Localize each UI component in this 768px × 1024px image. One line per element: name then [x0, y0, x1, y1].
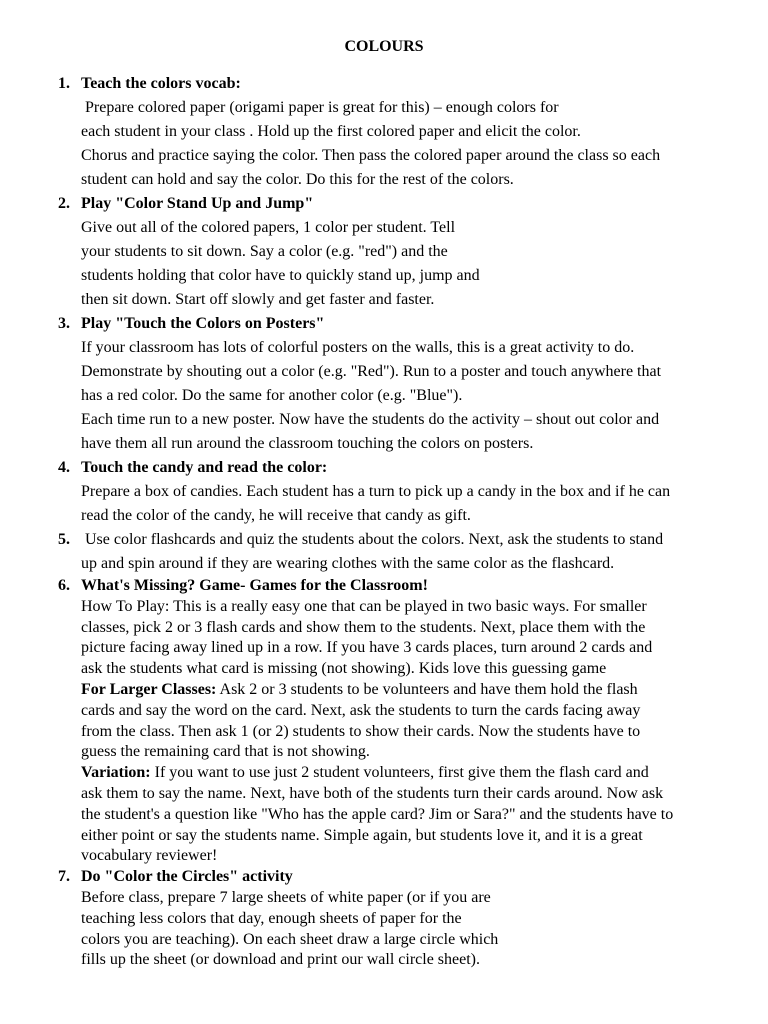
list-item-heading: Touch the candy and read the color:	[81, 459, 328, 476]
list-item-6	[0, 576, 768, 867]
body-text-line: from the class. Then ask 1 (or 2) students to show their cards. Now the students have to	[81, 722, 641, 740]
body-text-line: fills up the sheet (or download and print our wall circle sheet).	[81, 951, 480, 969]
body-text-line: vocabulary reviewer!	[81, 847, 218, 865]
item-header-line	[0, 192, 768, 216]
body-text-line: Prepare a box of candies. Each student has a turn to pick up a candy in the box and if he can	[81, 483, 671, 500]
body-text-line	[0, 680, 768, 701]
body-text-line: Chorus and practice saying the color. Then pass the colored paper around the class so each	[81, 147, 661, 164]
list-item-heading: Play "Touch the Colors on Posters"	[81, 315, 325, 332]
body-text-line: have them all run around the classroom touching the colors on posters.	[81, 435, 534, 452]
item-header-line	[0, 72, 768, 96]
body-text-line: colors you are teaching). On each sheet draw a large circle which	[81, 930, 499, 948]
body-text-line: each student in your class . Hold up the first colored paper and elicit the color.	[81, 123, 581, 140]
body-text: If you want to use just 2 student volunteers, first give them the flash card and	[150, 764, 649, 782]
body-text-line: Before class, prepare 7 large sheets of white paper (or if you are	[81, 888, 491, 906]
list-item-heading: Play "Color Stand Up and Jump"	[81, 195, 314, 212]
subheading-variation: Variation:	[81, 764, 151, 782]
list-item-2	[0, 192, 768, 312]
body-text: Use color flashcards and quiz the students about the colors. Next, ask the students to stand	[81, 531, 664, 548]
list-item-4	[0, 456, 768, 528]
body-text-line: picture facing away lined up in a row. If you have 3 cards places, turn around 2 cards and	[81, 639, 653, 657]
list-item-3	[0, 312, 768, 456]
body-text: Ask 2 or 3 students to be volunteers and have them hold the flash	[216, 680, 638, 698]
body-text-line: Each time run to a new poster. Now have the students do the activity – shout out color and	[81, 411, 660, 428]
page-title: COLOURS	[344, 38, 424, 55]
body-text-line: guess the remaining card that is not showing.	[81, 743, 370, 761]
list-item-number: 6.	[58, 577, 70, 594]
list-item-number: 3.	[58, 315, 70, 332]
body-text-line: classes, pick 2 or 3 flash cards and show them to the students. Next, place them with the	[81, 618, 646, 636]
item-header-line	[0, 867, 768, 888]
body-text-line: your students to sit down. Say a color (e.g. "red") and the	[81, 243, 448, 260]
item-header-line	[0, 576, 768, 597]
list-item-heading: Teach the colors vocab:	[81, 75, 241, 92]
list-item-number: 4.	[58, 459, 70, 476]
body-text-line: teaching less colors that day, enough sheets of paper for the	[81, 909, 462, 927]
item-header-line	[0, 456, 768, 480]
body-text-line: student can hold and say the color. Do this for the rest of the colors.	[81, 171, 514, 188]
body-text-line: students holding that color have to quickly stand up, jump and	[81, 267, 480, 284]
item-header-line	[0, 528, 768, 552]
body-text-line: the student's a question like "Who has the apple card? Jim or Sara?" and the students have to	[81, 805, 674, 823]
list-item-7	[0, 867, 768, 971]
body-text-line: up and spin around if they are wearing clothes with the same color as the flashcard.	[81, 555, 615, 572]
list-item-number: 1.	[58, 75, 70, 92]
list-item-1	[0, 72, 768, 192]
item-header-line	[0, 312, 768, 336]
body-text-line: Prepare colored paper (origami paper is great for this) – enough colors for	[81, 99, 559, 116]
body-text-line: ask them to say the name. Next, have both of the students turn their cards around. Now ask	[81, 784, 664, 802]
body-text-line: How To Play: This is a really easy one that can be played in two basic ways. For smaller	[81, 597, 647, 615]
body-text-line: Demonstrate by shouting out a color (e.g. "Red"). Run to a poster and touch anywhere that	[81, 363, 662, 380]
body-text-line: read the color of the candy, he will receive that candy as gift.	[81, 507, 471, 524]
body-text-line	[0, 763, 768, 784]
body-text-line: ask the students what card is missing (not showing). Kids love this guessing game	[81, 660, 607, 678]
list-item-heading: What's Missing? Game- Games for the Classroom!	[81, 577, 428, 594]
body-text-line: If your classroom has lots of colorful posters on the walls, this is a great activity to do.	[81, 339, 635, 356]
list-item-number: 5.	[58, 531, 70, 548]
body-text-line: cards and say the word on the card. Next, ask the students to turn the cards facing away	[81, 701, 641, 719]
activity-list	[0, 72, 768, 971]
body-text-line: Give out all of the colored papers, 1 color per student. Tell	[81, 219, 456, 236]
body-text-line: either point or say the students name. Simple again, but students love it, and it is a great	[81, 826, 643, 844]
body-text-line: then sit down. Start off slowly and get faster and faster.	[81, 291, 435, 308]
body-text-line: has a red color. Do the same for another color (e.g. "Blue").	[81, 387, 463, 404]
list-item-number: 7.	[58, 868, 70, 886]
list-item-number: 2.	[58, 195, 70, 212]
list-item-heading: Do "Color the Circles" activity	[81, 868, 293, 886]
subheading-larger-classes: For Larger Classes:	[81, 680, 217, 698]
list-item-5	[0, 528, 768, 576]
